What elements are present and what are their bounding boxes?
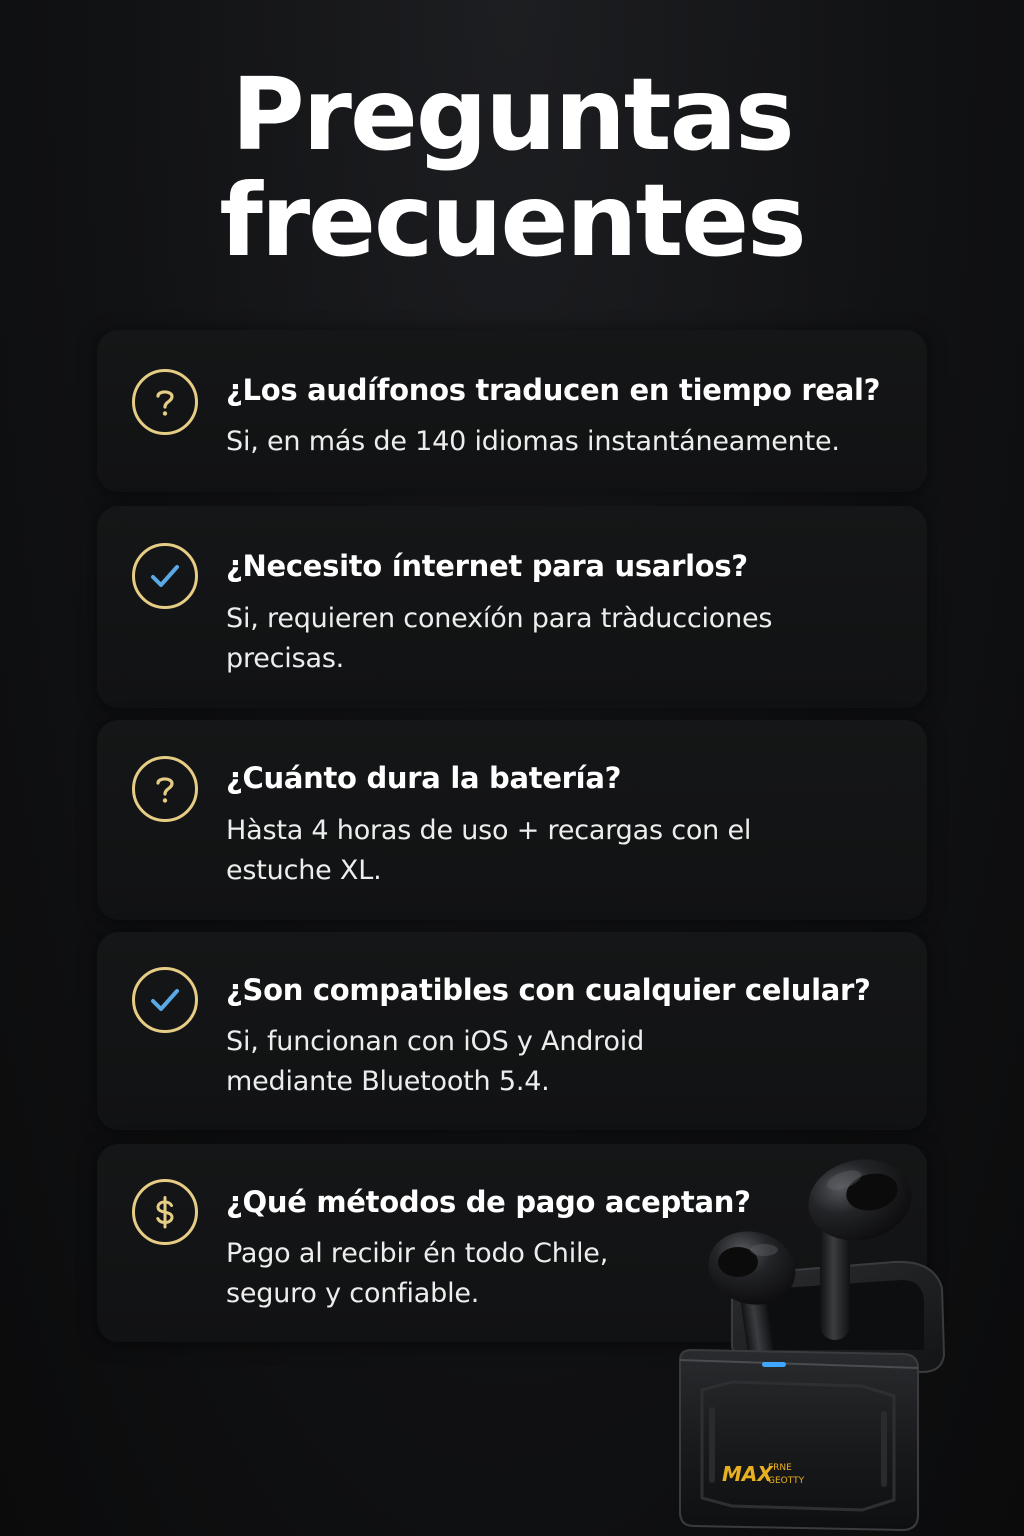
faq-answer-line: Si, requieren conexíón para tràducciones (226, 603, 773, 634)
faq-question: ¿Son compatibles con cualquier celular? (226, 973, 871, 1007)
faq-question: ¿Cuánto dura la batería? (226, 761, 622, 795)
faq-answer-line: Hàsta 4 horas de uso + recargas con el (226, 815, 752, 846)
case-text-line-1: FRNE (768, 1463, 792, 1473)
question-mark-icon (132, 369, 198, 435)
earbuds-case-image (672, 1150, 972, 1536)
faq-answer-line: Si, en más de 140 idiomas instantáneamente. (226, 426, 840, 457)
faq-question: ¿Qué métodos de pago aceptan? (226, 1185, 751, 1219)
case-text-line-2: GEOTTY (768, 1476, 805, 1486)
faq-question: ¿Necesito ínternet para usarlos? (226, 549, 748, 583)
faq-item-compatibility (97, 932, 927, 1130)
faq-answer-line: mediante Bluetooth 5.4. (226, 1066, 550, 1097)
faq-answer-line: estuche XL. (226, 855, 382, 886)
faq-answer (226, 599, 772, 679)
faq-item-battery (97, 720, 927, 920)
faq-answer (226, 422, 840, 462)
checkmark-icon (132, 543, 198, 609)
faq-answer-line: Pago al recibir én todo Chile, (226, 1238, 609, 1269)
faq-answer-line: precisas. (226, 643, 345, 674)
faq-answer-line: seguro y confiable. (226, 1278, 480, 1309)
faq-answer (226, 1022, 644, 1102)
led-indicator (762, 1362, 786, 1367)
question-mark-icon (132, 756, 198, 822)
checkmark-icon (132, 967, 198, 1033)
faq-item-translation (97, 330, 927, 492)
faq-answer (226, 811, 751, 891)
faq-item-internet (97, 506, 927, 708)
page-title-line-1: Preguntas (231, 56, 793, 173)
page-title (0, 56, 1024, 279)
case-brand-text: MAX (722, 1462, 773, 1486)
faq-answer (226, 1234, 608, 1314)
page-title-line-2: frecuentes (219, 162, 805, 279)
faq-answer-line: Si, funcionan con iOS y Android (226, 1026, 645, 1057)
dollar-sign-icon (132, 1179, 198, 1245)
faq-question: ¿Los audífonos traducen en tiempo real? (226, 373, 881, 407)
